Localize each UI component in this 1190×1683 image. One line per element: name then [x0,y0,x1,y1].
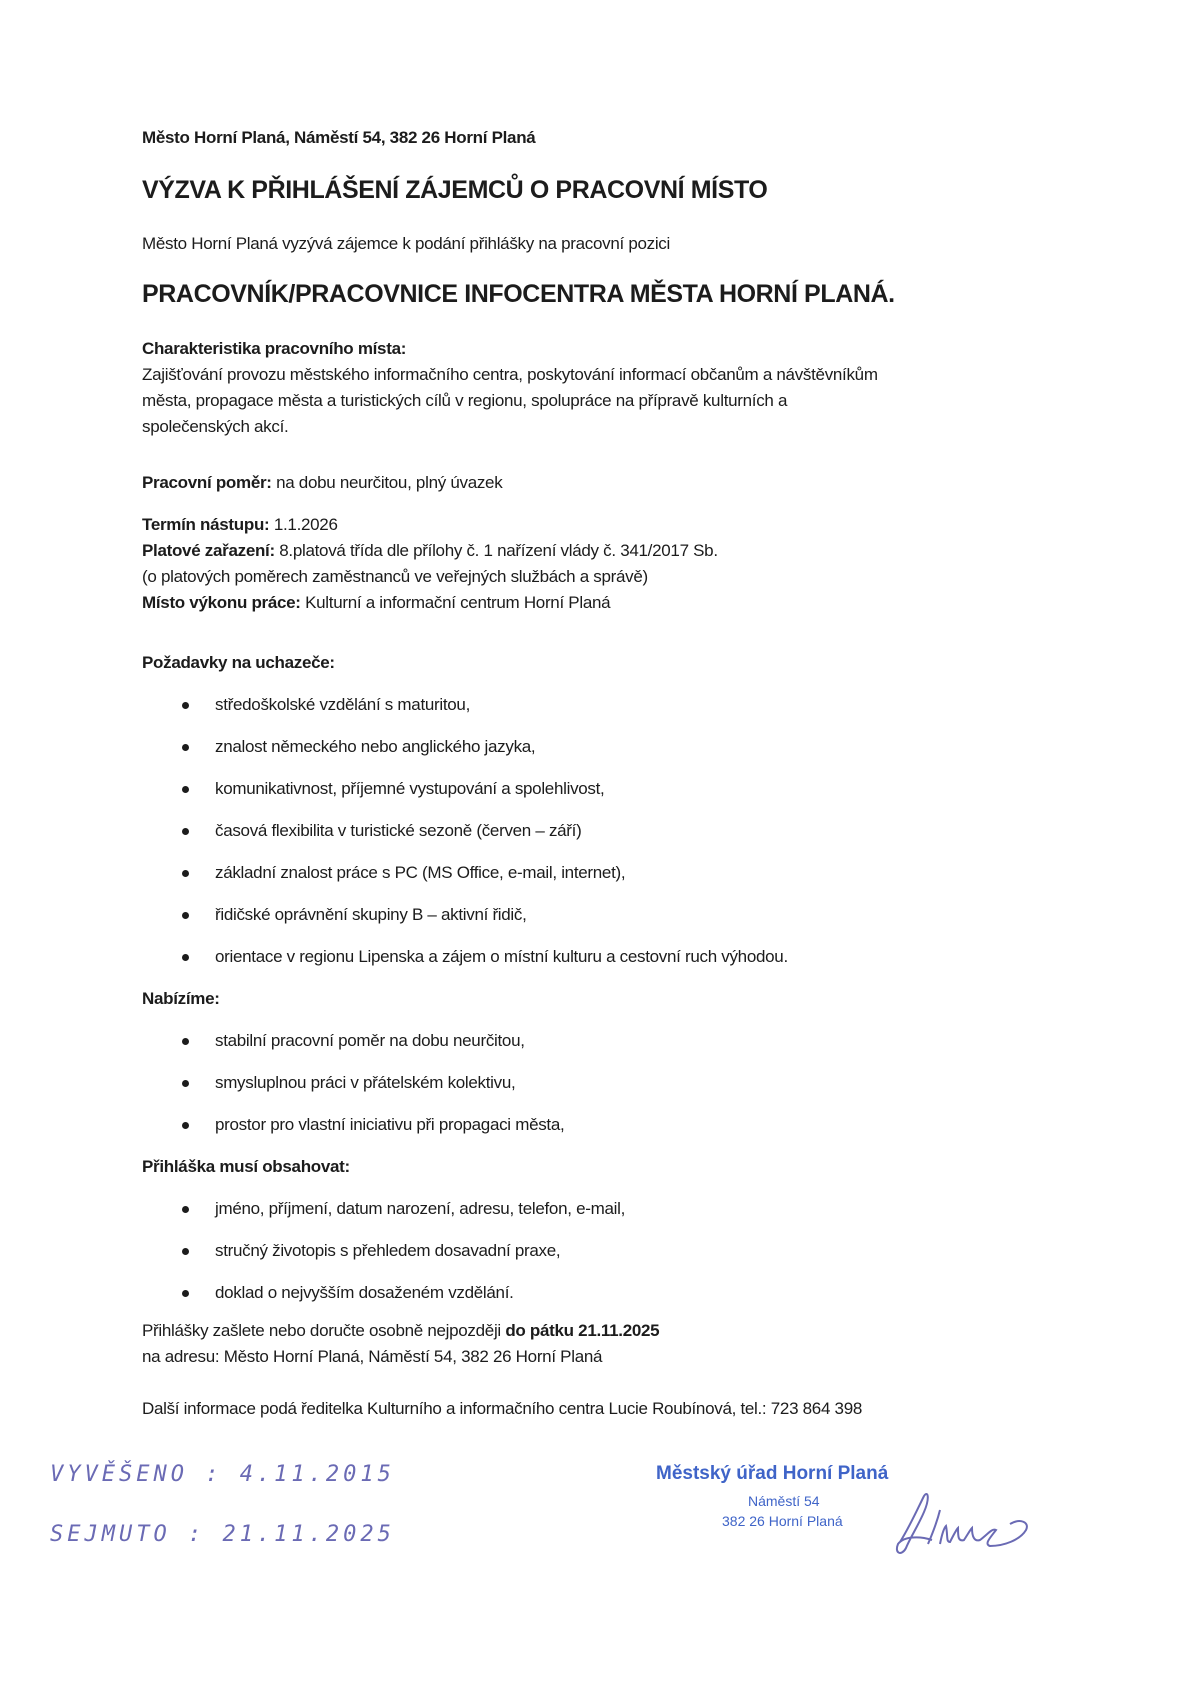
deadline-line [142,1318,659,1344]
stamp-city: 382 26 Horní Planá [722,1513,843,1529]
job-info-block [142,512,718,616]
workplace-label: Místo výkonu práce: [142,593,301,612]
salary-label: Platové zařazení: [142,541,275,560]
handwritten-removed-date: SEJMUTO : 21.11.2025 [50,1522,395,1547]
start-value: 1.1.2026 [269,515,338,534]
header-address: Město Horní Planá, Náměstí 54, 382 26 Horní Planá [142,128,536,147]
employment-type [142,470,502,496]
employment-label: Pracovní poměr: [142,473,272,492]
salary-class [142,538,718,564]
salary-note: (o platových poměrech zaměstnanců ve veřejných službách a správě) [142,567,648,586]
bullet-icon [182,870,189,877]
contact-info: Další informace podá ředitelka Kulturního a informačního centra Lucie Roubínová, tel.: 723 864 398 [142,1399,863,1418]
start-date [142,512,718,538]
bullet-icon [182,1206,189,1213]
requirements-heading: Požadavky na uchazeče: [142,653,335,672]
bullet-icon [182,954,189,961]
characteristics-heading: Charakteristika pracovního místa: [142,339,407,358]
stamp-office-name: Městský úřad Horní Planá [656,1463,889,1484]
bullet-icon [182,786,189,793]
page-title: VÝZVA K PŘIHLÁŠENÍ ZÁJEMCŮ O PRACOVNÍ MÍSTO [142,176,768,204]
bullet-icon [182,828,189,835]
bullet-icon [182,702,189,709]
bullet-icon [182,912,189,919]
handwritten-posted-date: VYVĚŠENO : 4.11.2015 [50,1462,395,1487]
bullet-icon [182,1248,189,1255]
bullet-icon [182,1038,189,1045]
signature-icon [880,1490,1050,1560]
bullet-icon [182,744,189,751]
application-heading: Přihláška musí obsahovat: [142,1157,350,1176]
deadline-date: do pátku 21.11.2025 [505,1321,660,1340]
bullet-icon [182,1290,189,1297]
bullet-icon [182,1080,189,1087]
start-label: Termín nástupu: [142,515,270,534]
employment-value: na dobu neurčitou, plný úvazek [271,473,503,492]
salary-value: 8.platová třída dle přílohy č. 1 nařízení vlády č. 341/2017 Sb. [274,541,718,560]
workplace [142,590,718,616]
characteristics-section [142,336,878,440]
document-page: Město Horní Planá, Náměstí 54, 382 26 Horní Planá VÝZVA K PŘIHLÁŠENÍ ZÁJEMCŮ O PRACOVNÍ MÍSTO Město Horní Planá vyzývá zájemce k podání přihlášky na pracovní pozici PRACOVNÍK/PRACOVNICE INFOCENTRA MĚSTA HORNÍ PLANÁ. Charakteristika pracovního místa: Zajišťování provozu městského informačního centra, poskytování informací občanům a návštěvníkům města, propagace města a turistických cílů v regionu, spolupráce na přípravě kulturních a společenských akcí. Pracovní poměr: na dobu neurčitou, plný úvazek Termín nástupu: 1.1.2026 Platové zařazení: 8.platová třída dle přílohy č. 1 nařízení vlády č. 341/2017 Sb. (o platových poměrech zaměstnanců ve veřejných službách a správě) Místo výkonu práce: Kulturní a informační centrum Horní Planá Požadavky na uchazeče: středoškolské vzdělání s maturitou, znalost německého nebo anglického jazyka, komunikativnost, příjemné vystupování a spolehlivost, časová flexibilita v turistické sezoně (červen – září) základní znalost práce s PC (MS Office, e-mail, internet), řidičské oprávnění skupiny B – aktivní řidič, orientace v regionu Lipenska a zájem o místní kulturu a cestovní ruch výhodou. Nabízíme: stabilní pracovní poměr na dobu neurčitou, smysluplnou práci v přátelském kolektivu, prostor pro vlastní iniciativu při propagaci města, Přihláška musí obsahovat: jméno, příjmení, datum narození, adresu, telefon, e-mail, stručný životopis s přehledem dosavadní praxe, doklad o nejvyšším dosaženém vzdělání. Přihlášky zašlete nebo doručte osobně nejpozději do pátku 21.11.2025 na adresu: Město Horní Planá, Náměstí 54, 382 26 Horní Planá Další informace podá ředitelka Kulturního a informačního centra Lucie Roubínová, tel.: 723 864 398 VYVĚŠENO : 4.11.2015 SEJMUTO : 21.11.2025 Městský úřad Horní Planá Náměstí 54 382 26 Horní Planá [0,0,1190,1683]
characteristics-line: Zajišťování provozu městského informačního centra, poskytování informací občanům a návštěvníkům [142,365,878,384]
stamp-street: Náměstí 54 [748,1493,820,1509]
intro-text: Město Horní Planá vyzývá zájemce k podání přihlášky na pracovní pozici [142,234,670,253]
offer-heading: Nabízíme: [142,989,220,1008]
deadline-address: na adresu: Město Horní Planá, Náměstí 54, 382 26 Horní Planá [142,1347,603,1366]
characteristics-line: města, propagace města a turistických cílů v regionu, spolupráce na přípravě kulturních a [142,391,788,410]
bullet-icon [182,1122,189,1129]
position-title: PRACOVNÍK/PRACOVNICE INFOCENTRA MĚSTA HORNÍ PLANÁ. [142,280,895,308]
deadline-text: Přihlášky zašlete nebo doručte osobně nejpozději [142,1321,506,1340]
deadline-block [142,1318,659,1370]
workplace-value: Kulturní a informační centrum Horní Planá [300,593,611,612]
characteristics-line: společenských akcí. [142,417,289,436]
